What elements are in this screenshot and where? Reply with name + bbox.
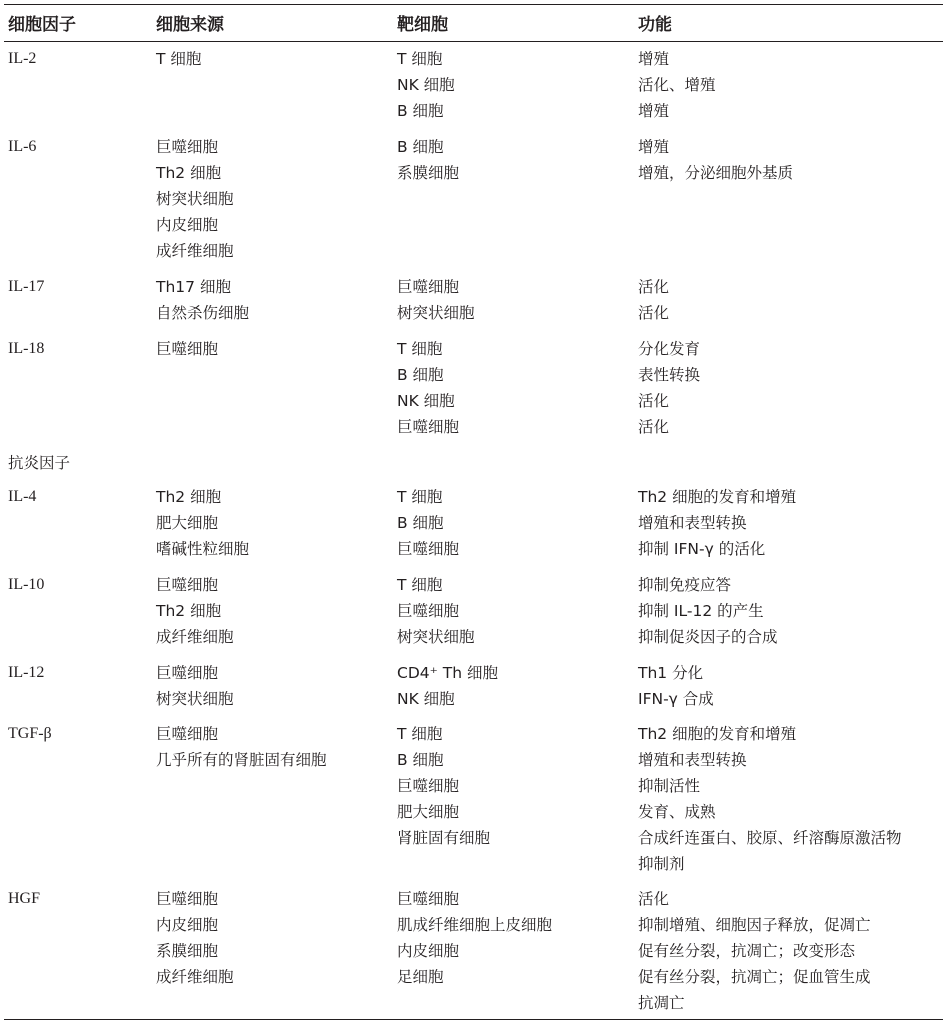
cell-line: Th2 细胞 — [156, 164, 222, 182]
cell-line: 树突状细胞 — [156, 690, 234, 708]
function-cell — [638, 336, 700, 440]
source-cell — [156, 721, 327, 773]
cell-line: 巨噬细胞 — [397, 540, 460, 558]
cell-line: Th2 细胞的发育和增殖 — [638, 488, 797, 506]
target-cell — [397, 572, 475, 650]
cell-line: IL-2 — [8, 50, 37, 67]
cell-line: 抑制免疫应答 — [638, 576, 732, 594]
function-cell — [638, 484, 796, 562]
cell-line: 内皮细胞 — [156, 216, 219, 234]
cell-line: 成纤维细胞 — [156, 628, 234, 646]
target-cell — [397, 46, 455, 124]
cell-line: T 细胞 — [156, 50, 202, 68]
cell-line: 肥大细胞 — [397, 803, 460, 821]
cell-line: 巨噬细胞 — [156, 664, 219, 682]
cell-line: 巨噬细胞 — [156, 340, 219, 358]
target-cell — [397, 886, 552, 990]
cell-line: Th2 细胞的发育和增殖 — [638, 725, 797, 743]
cell-line: 自然杀伤细胞 — [156, 304, 250, 322]
target-cell — [397, 660, 498, 712]
cell-line: IL-18 — [8, 340, 45, 357]
cell-line: T 细胞 — [397, 576, 443, 594]
cell-line: B 细胞 — [397, 366, 444, 384]
cell-line: 抑制 IL-12 的产生 — [638, 602, 764, 620]
cell-line: Th2 细胞 — [156, 488, 222, 506]
cytokine-cell — [8, 660, 44, 686]
cell-line: B 细胞 — [397, 751, 444, 769]
cell-line: Th17 细胞 — [156, 278, 231, 296]
cell-line: 成纤维细胞 — [156, 968, 234, 986]
table-header-row — [0, 10, 947, 36]
cell-line: 肾脏固有细胞 — [397, 829, 491, 847]
table-bottom-rule — [4, 1019, 943, 1020]
target-cell — [397, 336, 459, 440]
cell-line: 抑制增殖、细胞因子释放，促凋亡 — [638, 916, 871, 934]
cell-line: 表性转换 — [638, 366, 701, 384]
cell-line: 活化 — [638, 278, 670, 296]
cell-line: 树突状细胞 — [397, 628, 475, 646]
table-header-rule — [4, 41, 943, 42]
target-cell — [397, 484, 459, 562]
function-cell — [638, 886, 871, 1016]
cell-line: B 细胞 — [397, 138, 444, 156]
cell-line: 成纤维细胞 — [156, 242, 234, 260]
cell-line: TGF-β — [8, 725, 52, 742]
cell-line: 肌成纤维细胞上皮细胞 — [397, 916, 553, 934]
cell-line: 巨噬细胞 — [397, 777, 460, 795]
cell-line: T 细胞 — [397, 50, 443, 68]
source-cell — [156, 274, 249, 326]
source-cell — [156, 484, 249, 562]
cell-line: 促有丝分裂，抗凋亡；促血管生成 — [638, 968, 871, 986]
header-target: 靶细胞 — [397, 15, 448, 35]
source-cell — [156, 134, 234, 264]
cell-line: NK 细胞 — [397, 392, 455, 410]
cell-line: CD4⁺ Th 细胞 — [397, 664, 498, 682]
table-top-rule — [4, 4, 943, 5]
cell-line: 活化 — [638, 418, 670, 436]
cell-line: 合成纤连蛋白、胶原、纤溶酶原激活物 — [638, 829, 902, 847]
target-cell — [397, 721, 490, 851]
function-cell — [638, 274, 669, 326]
header-source: 细胞来源 — [156, 15, 224, 35]
cell-line: 肥大细胞 — [156, 514, 219, 532]
cytokine-cell — [8, 336, 44, 362]
cell-line: 巨噬细胞 — [397, 602, 460, 620]
cell-line: 增殖和表型转换 — [638, 751, 747, 769]
cell-line: 发育、成熟 — [638, 803, 716, 821]
cell-line: B 细胞 — [397, 514, 444, 532]
source-cell — [156, 336, 218, 362]
cell-line: IFN-γ 合成 — [638, 690, 714, 708]
target-cell — [397, 274, 475, 326]
cell-line: 增殖 — [638, 138, 670, 156]
cell-line: IL-6 — [8, 138, 37, 155]
cell-line: IL-12 — [8, 664, 45, 681]
cell-line: 抑制促炎因子的合成 — [638, 628, 778, 646]
function-cell — [638, 660, 714, 712]
cytokine-cell — [8, 46, 36, 72]
function-cell — [638, 721, 902, 877]
source-cell — [156, 46, 201, 72]
cell-line: IL-4 — [8, 488, 37, 505]
cell-line: 抑制剂 — [638, 855, 685, 873]
cell-line: IL-10 — [8, 576, 45, 593]
section-label-anti-inflammatory: 抗炎因子 — [8, 454, 71, 472]
cell-line: 几乎所有的肾脏固有细胞 — [156, 751, 327, 769]
source-cell — [156, 886, 234, 990]
cell-line: 巨噬细胞 — [156, 890, 219, 908]
cell-line: 增殖 — [638, 102, 670, 120]
cell-line: 系膜细胞 — [397, 164, 460, 182]
cell-line: 抑制活性 — [638, 777, 701, 795]
cell-line: 活化、增殖 — [638, 76, 716, 94]
cell-line: Th2 细胞 — [156, 602, 222, 620]
cell-line: 足细胞 — [397, 968, 444, 986]
cell-line: 活化 — [638, 304, 670, 322]
cell-line: IL-17 — [8, 278, 45, 295]
source-cell — [156, 660, 234, 712]
cell-line: 活化 — [638, 392, 670, 410]
cell-line: 增殖，分泌细胞外基质 — [638, 164, 794, 182]
cell-line: NK 细胞 — [397, 76, 455, 94]
cell-line: HGF — [8, 890, 41, 907]
cell-line: 巨噬细胞 — [156, 725, 219, 743]
source-cell — [156, 572, 234, 650]
cytokine-cell — [8, 274, 44, 300]
cell-line: 树突状细胞 — [156, 190, 234, 208]
cell-line: B 细胞 — [397, 102, 444, 120]
cytokine-cell — [8, 572, 44, 598]
header-cytokine: 细胞因子 — [8, 15, 76, 35]
cell-line: 抗凋亡 — [638, 994, 685, 1012]
cell-line: 巨噬细胞 — [397, 890, 460, 908]
cell-line: 活化 — [638, 890, 670, 908]
header-function: 功能 — [638, 15, 672, 35]
cytokine-cell — [8, 134, 36, 160]
cell-line: 增殖和表型转换 — [638, 514, 747, 532]
cell-line: 内皮细胞 — [397, 942, 460, 960]
cell-line: 内皮细胞 — [156, 916, 219, 934]
cell-line: 系膜细胞 — [156, 942, 219, 960]
cell-line: 增殖 — [638, 50, 670, 68]
cytokine-cell — [8, 721, 52, 747]
cell-line: 巨噬细胞 — [156, 576, 219, 594]
cell-line: 巨噬细胞 — [156, 138, 219, 156]
function-cell — [638, 134, 793, 186]
cell-line: NK 细胞 — [397, 690, 455, 708]
cell-line: T 细胞 — [397, 725, 443, 743]
cell-line: 巨噬细胞 — [397, 418, 460, 436]
cell-line: 抑制 IFN-γ 的活化 — [638, 540, 766, 558]
cell-line: T 细胞 — [397, 488, 443, 506]
function-cell — [638, 572, 778, 650]
cell-line: T 细胞 — [397, 340, 443, 358]
target-cell — [397, 134, 459, 186]
cytokine-cell — [8, 484, 36, 510]
cell-line: 促有丝分裂，抗凋亡；改变形态 — [638, 942, 856, 960]
cell-line: 嗜碱性粒细胞 — [156, 540, 250, 558]
cell-line: Th1 分化 — [638, 664, 704, 682]
cytokine-cell — [8, 886, 40, 912]
cell-line: 分化发育 — [638, 340, 701, 358]
cell-line: 巨噬细胞 — [397, 278, 460, 296]
cell-line: 树突状细胞 — [397, 304, 475, 322]
function-cell — [638, 46, 716, 124]
